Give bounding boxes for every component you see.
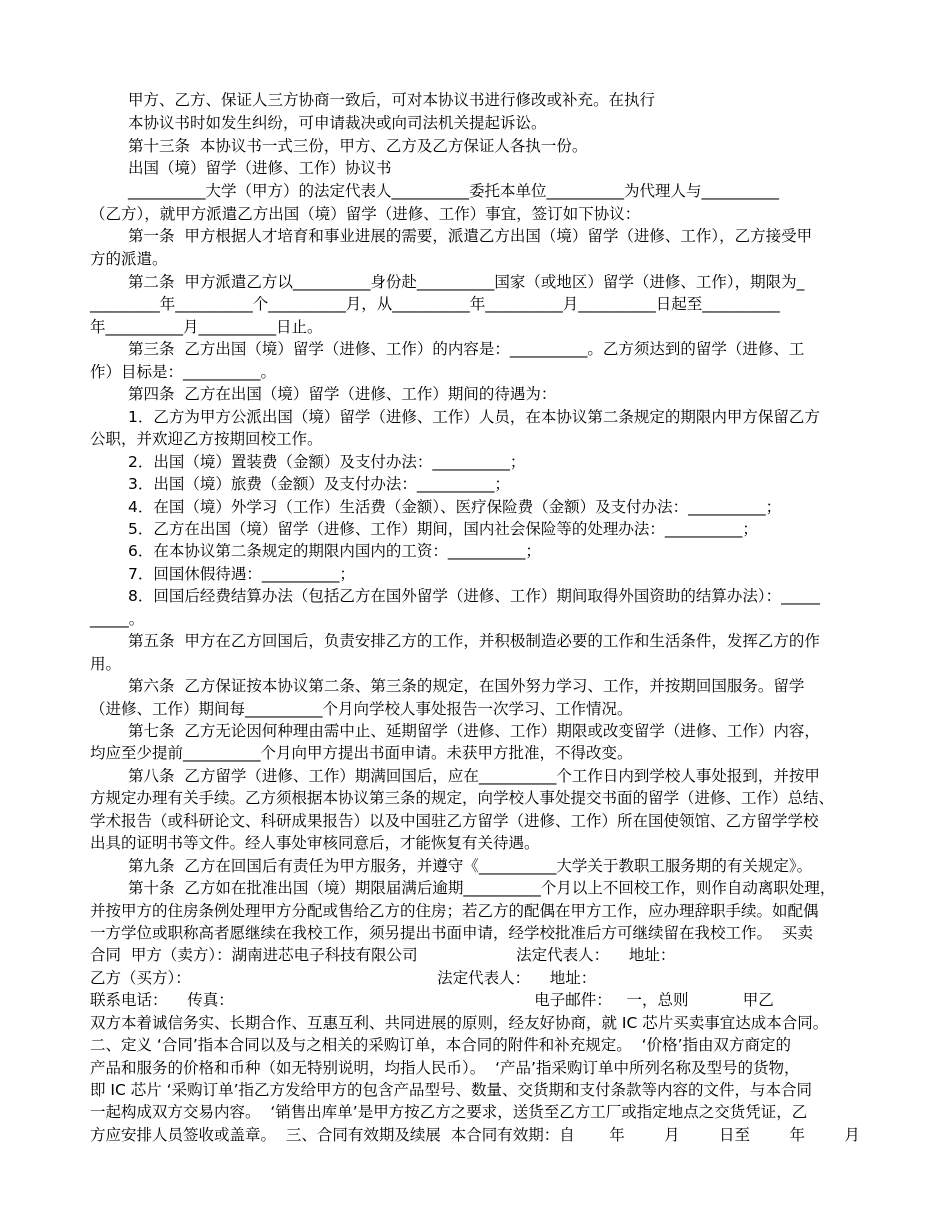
text-line-31: 第八条 乙方留学（进修、工作）期满回国后，应在__________个工作日内到学校人事处报到，并按甲: [128, 767, 820, 785]
text-line-44: 产品和服务的价格和币种（如无特别说明，均指人民币）。 ‘产品’指采购订单中所列名称及型号的货物，: [90, 1059, 800, 1077]
text-line-47: 方应安排人员签收或盖章。 三、合同有效期及续展 本合同有效期：自 年 月 日至 年 月: [90, 1126, 860, 1144]
text-line-22: 7．回国休假待遇：__________；: [128, 565, 355, 583]
text-line-6: （乙方），就甲方派遣乙方出国（境）留学（进修、工作）事宜，签订如下协议：: [90, 205, 641, 223]
text-line-33: 学术报告（或科研论文、科研成果报告）以及中国驻乙方留学（进修、工作）所在国使领馆、乙方留学学校: [90, 812, 819, 830]
text-line-24: _____。: [90, 610, 145, 628]
text-line-37: 并按甲方的住房条例处理甲方分配或售给乙方的住房；若乙方的配偶在甲方工作，应办理辞职手续。如配偶: [90, 902, 819, 920]
text-line-30: 均应至少提前__________个月向甲方提出书面申请。未获甲方批准，不得改变。: [90, 744, 633, 762]
text-line-2: 本协议书时如发生纠纷，可申请裁决或向司法机关提起诉讼。: [128, 114, 547, 132]
text-line-23: 8．回国后经费结算办法（包括乙方在国外留学（进修、工作）期间取得外国资助的结算办法）：_____: [128, 587, 820, 605]
text-line-8: 方的派遣。: [90, 250, 168, 268]
text-line-21: 6．在本协议第二条规定的期限内国内的工资：__________；: [128, 542, 541, 560]
text-line-12: 第三条 乙方出国（境）留学（进修、工作）的内容是：__________。乙方须达到的留学（进修、工: [128, 340, 805, 358]
text-line-13: 作）目标是：__________。: [90, 363, 277, 381]
text-line-11: 年__________月__________日止。: [90, 318, 323, 336]
text-line-19: 4．在国（境）外学习（工作）生活费（金额）、医疗保险费（金额）及支付办法：__________；: [128, 498, 782, 516]
text-line-1: 甲方、乙方、保证人三方协商一致后，可对本协议书进行修改或补充。在执行: [128, 91, 656, 109]
section-title: 出国（境）留学（进修、工作）协议书: [128, 159, 392, 177]
text-line-45: 即 IC 芯片 ‘采购订单’指乙方发给甲方的包含产品型号、数量、交货期和支付条款等内容的文件，与本合同: [90, 1081, 813, 1099]
text-line-5: __________大学（甲方）的法定代表人__________委托本单位__________为代理人与__________: [128, 182, 780, 200]
text-line-32: 方规定办理有关手续。乙方须根据本协议第三条的规定，向学校人事处提交书面的留学（进修、工作）总结、: [90, 789, 835, 807]
text-line-43: 二、定义 ‘合同’指本合同以及与之相关的采购订单，本合同的附件和补充规定。 ‘价格’指由双方商定的: [90, 1036, 791, 1054]
text-line-40: 乙方（买方）： 法定代表人： 地址：: [90, 969, 597, 987]
text-line-42: 双方本着诚信务实、长期合作、互惠互利、共同进展的原则，经友好协商，就 IC 芯片买卖事宜达成本合同。: [90, 1014, 829, 1032]
text-line-26: 用。: [90, 655, 122, 673]
text-line-16: 公职，并欢迎乙方按期回校工作。: [90, 430, 323, 448]
text-line-35: 第九条 乙方在回国后有责任为甲方服务，并遵守《__________大学关于教职工服务期的有关规定》。: [128, 857, 813, 875]
text-line-15: 1．乙方为甲方公派出国（境）留学（进修、工作）人员，在本协议第二条规定的期限内甲方保留乙方: [128, 408, 820, 426]
text-line-17: 2．出国（境）置装费（金额）及支付办法：__________；: [128, 453, 526, 471]
text-line-3: 第十三条 本协议书一式三份，甲方、乙方及乙方保证人各执一份。: [128, 137, 588, 155]
text-line-39: 合同 甲方（卖方）：湖南进芯电子科技有限公司 法定代表人： 地址：: [90, 946, 676, 964]
text-line-27: 第六条 乙方保证按本协议第二条、第三条的规定，在国外努力学习、工作，并按期回国服务。留学: [128, 677, 805, 695]
text-line-38: 一方学位或职称高者愿继续在我校工作，须另提出书面申请，经学校批准后方可继续留在我校工作。 买卖: [90, 924, 813, 942]
text-line-10: _________年__________个__________月，从__________年__________月__________日起至__________: [90, 295, 780, 313]
text-line-25: 第五条 甲方在乙方回国后，负责安排乙方的工作，并积极制造必要的工作和生活条件，发挥乙方的作: [128, 632, 820, 650]
text-line-29: 第七条 乙方无论因何种理由需中止、延期留学（进修、工作）期限或改变留学（进修、工作）内容，: [128, 722, 820, 740]
text-line-14: 第四条 乙方在出国（境）留学（进修、工作）期间的待遇为：: [128, 385, 557, 403]
text-line-18: 3．出国（境）旅费（金额）及支付办法：__________；: [128, 475, 510, 493]
text-line-28: （进修、工作）期间每__________个月向学校人事处报告一次学习、工作情况。: [90, 700, 633, 718]
text-line-34: 出具的证明书等文件。经人事处审核同意后，才能恢复有关待遇。: [90, 834, 540, 852]
text-line-36: 第十条 乙方如在批准出国（境）期限届满后逾期__________个月以上不回校工作，则作自动离职处理，: [128, 879, 836, 897]
text-line-9: 第二条 甲方派遣乙方以__________身份赴__________国家（或地区）留学（进修、工作），期限为_: [128, 273, 805, 291]
text-line-41: 联系电话： 传真： 电子邮件： 一，总则 甲乙: [90, 991, 774, 1009]
text-line-20: 5．乙方在出国（境）留学（进修、工作）期间，国内社会保险等的处理办法：__________；: [128, 520, 758, 538]
text-line-7: 第一条 甲方根据人才培育和事业进展的需要，派遣乙方出国（境）留学（进修、工作），乙方接受甲: [128, 227, 813, 245]
text-line-46: 一起构成双方交易内容。 ‘销售出库单’是甲方按乙方之要求，送货至乙方工厂或指定地点之交货凭证，乙: [90, 1103, 808, 1121]
